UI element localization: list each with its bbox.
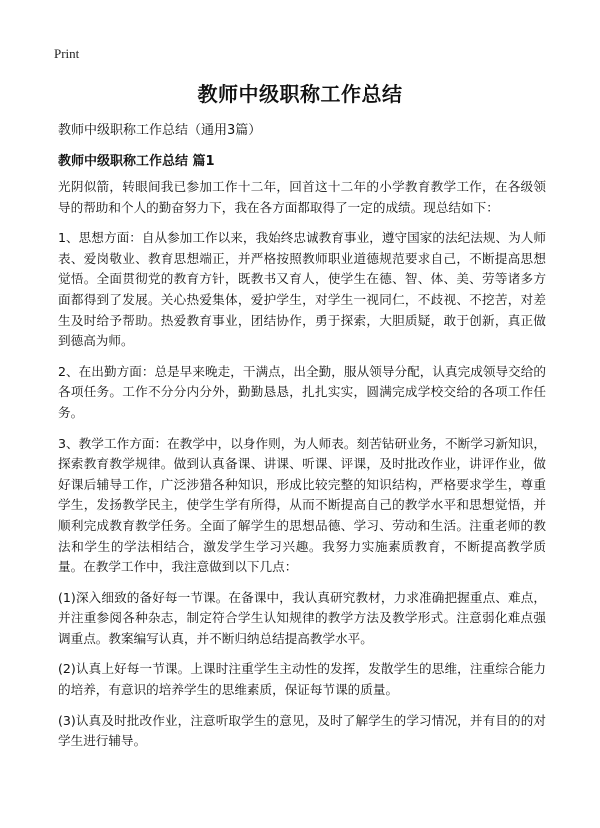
paragraph-attendance: 2、在出勤方面：总是早来晚走，干满点，出全勤，服从领导分配，认真完成领导交给的各项任务。工作不分分内分外，勤勤恳恳，扎扎实实，圆满完成学校交给的各项工作任务。 bbox=[58, 363, 546, 420]
document-title: 教师中级职称工作总结 bbox=[197, 82, 403, 106]
section-heading: 教师中级职称工作总结 篇1 bbox=[58, 154, 215, 169]
paragraph-class-teaching: (2)认真上好每一节课。上课时注重学生主动性的发挥，发散学生的思维，注重综合能力的培养，有意识的培养学生的思维素质，保证每节课的质量。 bbox=[58, 661, 546, 698]
print-link[interactable]: Print bbox=[54, 46, 80, 61]
paragraph-lesson-prep: (1)深入细致的备好每一节课。在备课中，我认真研究教材，力求准确把握重点、难点，并注重参阅各种杂志，制定符合学生认知规律的教学方法及教学形式。注意弱化难点强调重点。教案编写认真，并不断归纳总结提高教学水平。 bbox=[58, 589, 546, 646]
paragraph-teaching: 3、教学工作方面：在教学中，以身作则，为人师表。刻苦钻研业务，不断学习新知识，探索教育教学规律。做到认真备课、讲课、听课、评课，及时批改作业，讲评作业，做好课后辅导工作，广泛涉猎各种知识，形成比较完整的知识结构，严格要求学生，尊重学生，发扬教学民主，使学生学有所得，从而不断提高自己的教学水平和思想觉悟，并顺利完成教育教学任务。全面了解学生的思想品德、学习、劳动和生活。注重老师的教法和学生的学法相结合，激发学生学习兴趣。我努力实施素质教育，不断提高教学质量。在教学工作中，我注意做到以下几点： bbox=[58, 435, 546, 575]
document-body bbox=[58, 177, 546, 762]
paragraph-intro: 光阴似箭，转眼间我已参加工作十二年，回首这十二年的小学教育教学工作，在各级领导的帮助和个人的勤奋努力下，我在各方面都取得了一定的成绩。现总结如下： bbox=[58, 179, 546, 215]
document-subtitle: 教师中级职称工作总结（通用3篇） bbox=[58, 123, 262, 138]
paragraph-thought: 1、思想方面：自从参加工作以来，我始终忠诚教育事业，遵守国家的法纪法规、为人师表、爱岗敬业、教育思想端正，并严格按照教师职业道德规范要求自己，不断提高思想觉悟。全面贯彻党的教育方针，既教书又育人，使学生在德、智、体、美、劳等诸多方面都得到了发展。关心热爱集体，爱护学生，对学生一视同仁，不歧视、不挖苦，对差生及时给予帮助。热爱教育事业，团结协作，勇于探索，大胆质疑，敢于创新，真正做到德高为师。 bbox=[58, 230, 546, 349]
paragraph-homework: (3)认真及时批改作业，注意听取学生的意见，及时了解学生的学习情况，并有目的的对学生进行辅导。 bbox=[58, 712, 546, 749]
